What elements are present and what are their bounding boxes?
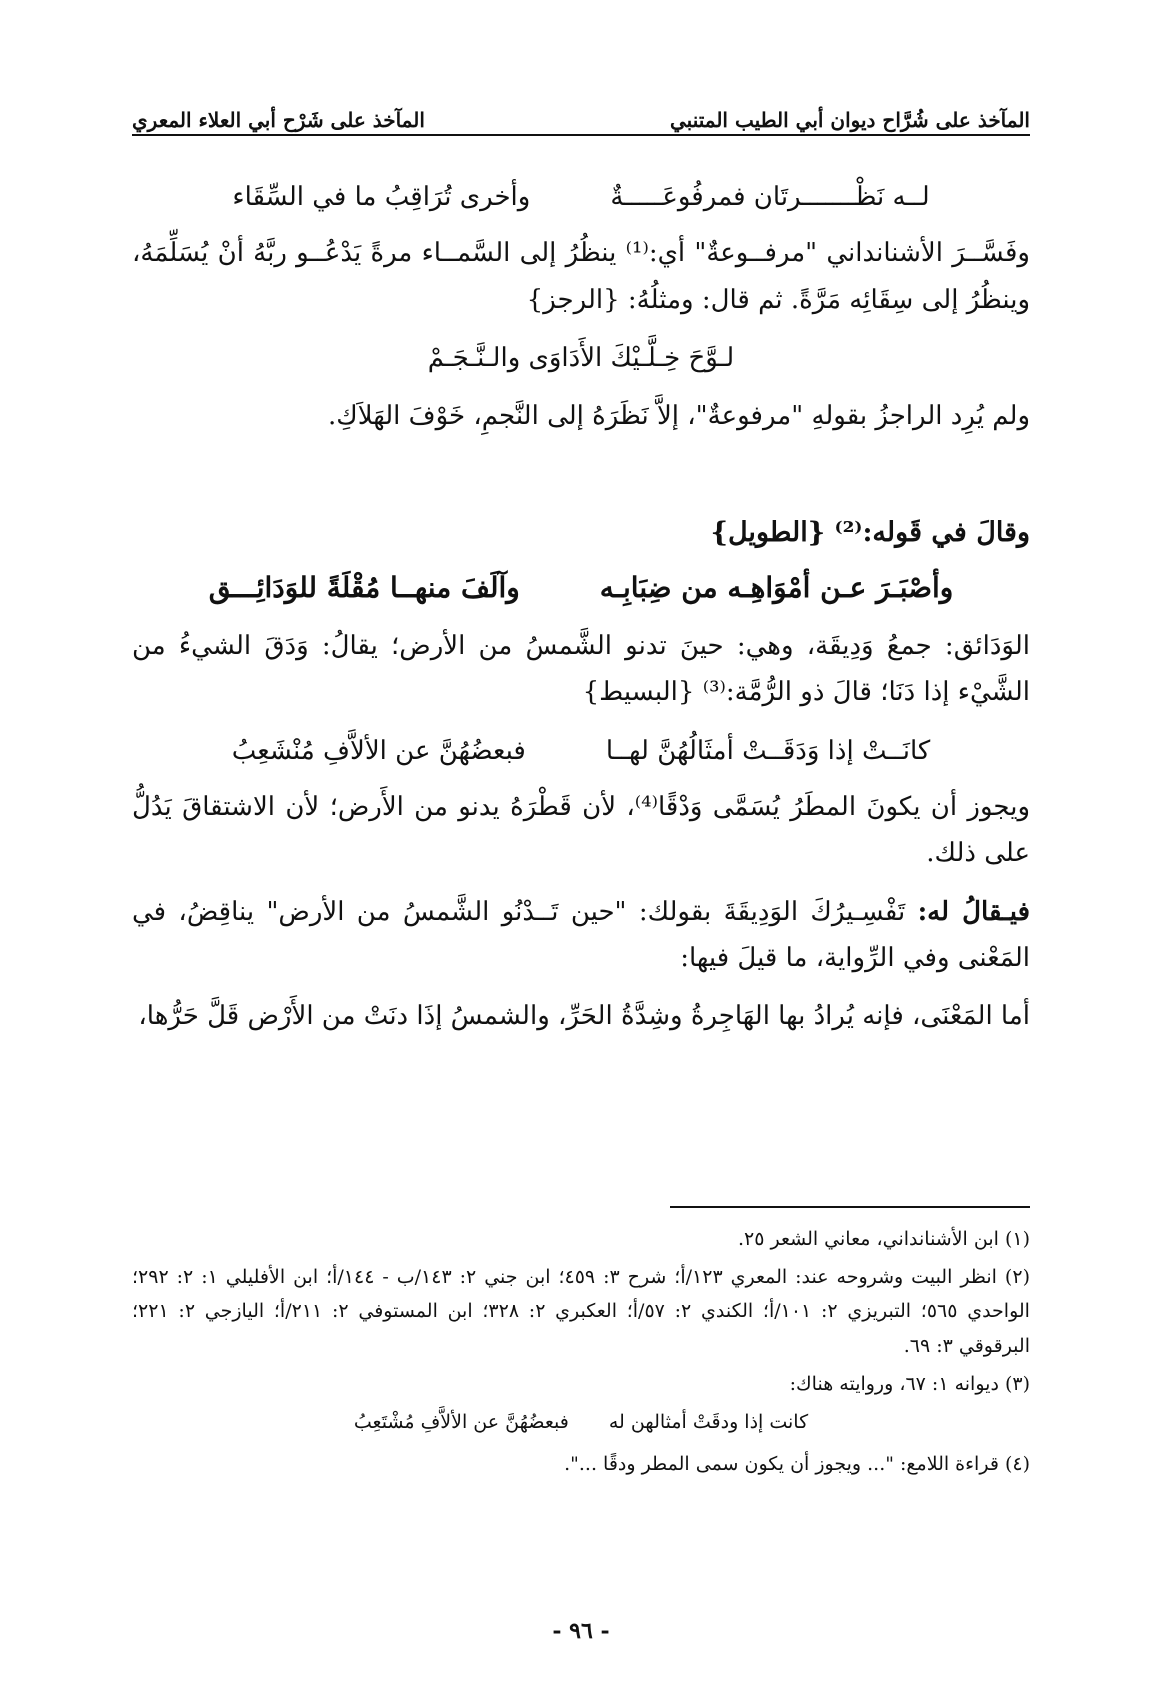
verse-hemistich: وآلَفَ منهــا مُقْلَةً للوَدَائِـــق — [208, 571, 520, 605]
reply-lead: فيـقالُ له: — [917, 896, 1031, 927]
running-header — [132, 92, 1030, 132]
header-right-title: المآخذ على شُرَّاح ديوان أبي الطيب المتنبي — [670, 108, 1030, 132]
footnote-divider — [670, 1206, 1030, 1208]
header-divider — [132, 134, 1030, 136]
verse-hemistich: فبعضُهُنَّ عن الألاَّفِ مُشْتَعِبُ — [353, 1410, 569, 1433]
page-number: - ٩٦ - — [552, 1618, 610, 1644]
footnotes — [132, 1222, 1030, 1485]
body-paragraph: أما المَعْنَى، فإنه يُرادُ بها الهَاجِرةُ وشِدَّةُ الحَرِّ، والشمسُ إذَا دنَتْ من الأَرْض قَلَّ حَرُّها، — [138, 1001, 1030, 1032]
body-paragraph — [132, 889, 1030, 982]
body-paragraph: الوَدَائق: جمعُ وَدِيقَة، وهي: حينَ تدنو الشَّمسُ من الأرض؛ يقالُ: وَدَقَ الشيءُ من الشَّيْء إذا دَنَا؛ قالَ ذو الرُّمَّة:⁽³⁾ {البسيط} — [132, 631, 1030, 708]
verse-hemistich: وأخرى تُرَاقِبُ ما في السِّقَاء — [232, 182, 531, 212]
footnote: (٤) قراءة اللامع: "... ويجوز أن يكون سمى المطر ودقًا ...". — [564, 1453, 1030, 1476]
verse-hemistich: لــه نَظْـــــــرتَان فمرفُوعَـــــةٌ — [610, 182, 930, 212]
verse-line — [132, 728, 1030, 774]
verse-line — [132, 174, 1030, 220]
verse-hemistich: كانت إذا ودقَتْ أمثالهن له — [608, 1410, 809, 1433]
section-heading: وقالَ في قَوله:⁽²⁾ {الطويل} — [710, 517, 1030, 549]
body-paragraph: ولم يُرِد الراجزُ بقولهِ "مرفوعةٌ"، إلاَّ نَظَرَهُ إلى النَّجمِ، خَوْفَ الهَلاَكِ. — [328, 401, 1030, 432]
verse-line — [132, 563, 1030, 613]
header-left-title: المآخذ على شَرْح أبي العلاء المعري — [132, 108, 425, 132]
verse-hemistich: فبعضُهُنَّ عن الألاَّفِ مُنْشَعِبُ — [231, 735, 526, 766]
verse-hemistich: كانَــتْ إذا وَدَقَــتْ أمثَالُهُنَّ لهــا — [605, 735, 931, 766]
verse-line: لـوَّحَ خِـلَّـيْكَ الأَدَاوَى والـنَّـجَـمْ — [427, 342, 735, 373]
reply-text: تَفْسِـيرُكَ الوَدِيقَةَ بقولك: "حين تَــدْنُو الشَّمسُ من الأرض" يناقِضُ، في المَعْنى وفي الرِّواية، ما قيلَ فيها: — [132, 896, 1030, 973]
verse-hemistich: وأصْبَـرَ عـن أمْوَاهِـه من ضِبَابِـه — [599, 571, 954, 605]
body-paragraph: وفَسَّــرَ الأشنانداني "مرفــوعةٌ" أي:⁽¹⁾ ينظُرُ إلى السَّمــاء مرةً يَدْعُــو ربَّهُ أنْ يُسَلِّمَهُ، وينظُرُ إلى سِقَائِه مَرَّةً. ثم قال: ومثلُهُ: {الرجز} — [132, 238, 1030, 315]
main-text — [132, 168, 1030, 1039]
body-paragraph: ويجوز أن يكونَ المطَرُ يُسَمَّى وَدْقًا⁽⁴⁾، لأن قَطْرَهُ يدنو من الأَرض؛ لأن الاشتقاقَ يَدُلُّ على ذلك. — [132, 792, 1030, 869]
footnote: (١) ابن الأشنانداني، معاني الشعر ٢٥. — [737, 1228, 1030, 1250]
footnote-verse — [132, 1405, 1030, 1439]
footnote: (٣) ديوانه ١: ٦٧، وروايته هناك: — [789, 1372, 1030, 1395]
section-gap — [132, 439, 1030, 509]
footnote: (٢) انظر البيت وشروحه عند: المعري ١٢٣/أ؛ شرح ٣: ٤٥٩؛ ابن جني ٢: ١٤٣/ب - ١٤٤/أ؛ ابن الأفليلي ١: ٢: ٢٩٢؛ الواحدي ٥٦٥؛ التبريزي ٢: ١٠١/أ؛ الكندي ٢: ٥٧/أ؛ العكبري ٢: ٣٢٨؛ ابن المستوفي ٢: ٢١١/أ؛ اليازجي ٢: ٢٢١؛ البرقوقي ٣: ٦٩. — [132, 1266, 1030, 1357]
